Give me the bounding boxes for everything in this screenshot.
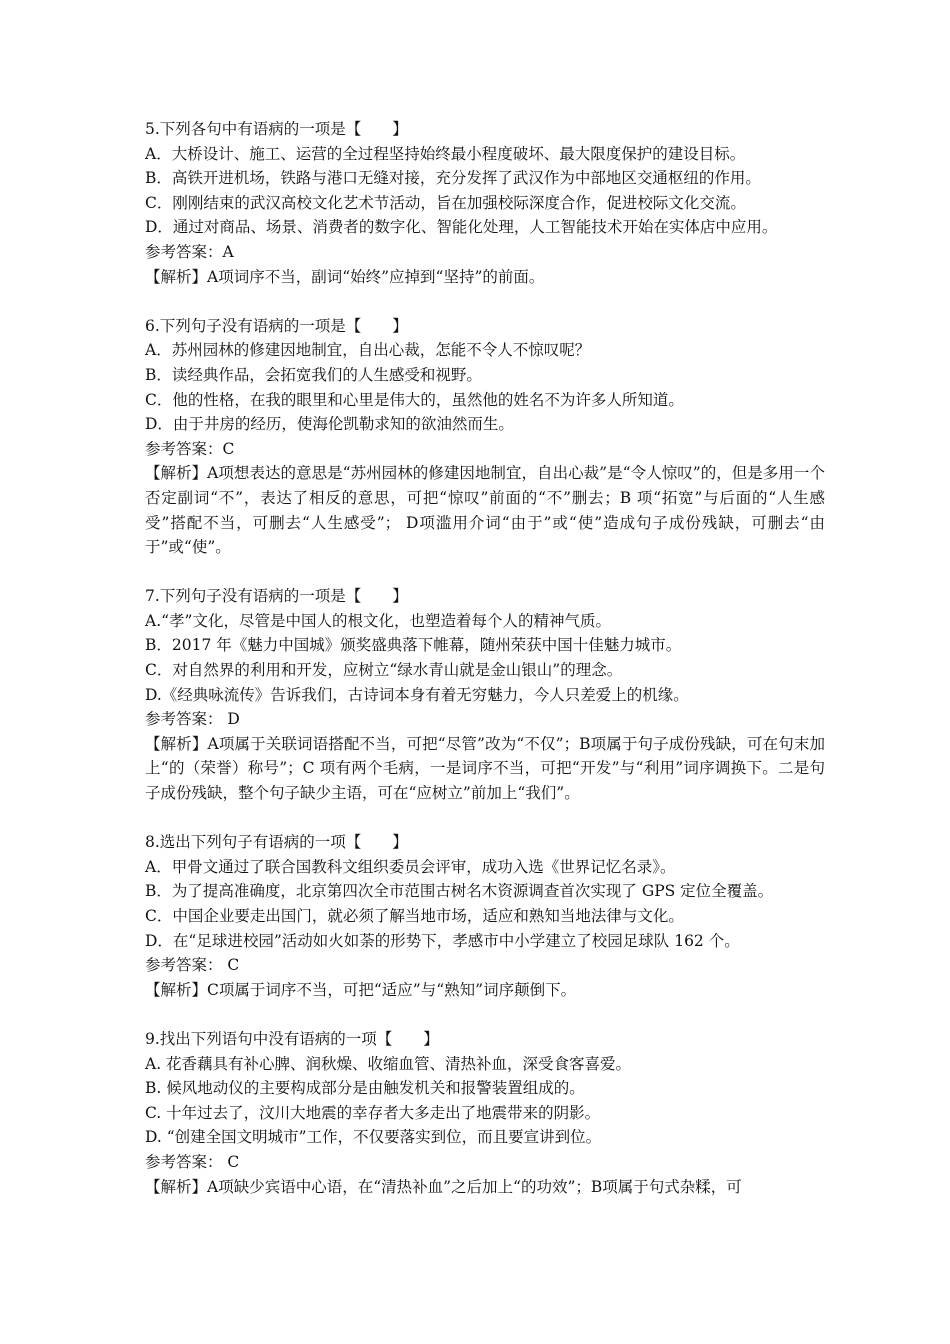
question-9 <box>145 1027 825 1199</box>
question-stem: 9.找出下列语句中没有语病的一项【 】 <box>145 1029 439 1048</box>
analysis-text: A项想表达的意思是“苏州园林的修建因地制宜，自出心裁”是“令人惊叹”的，但是多用一个否定副词“不”，表达了相反的意思，可把“惊叹”前面的“不”删去；B 项“拓宽”与后面的“人生感受”搭配不当，可删去“人生感受”； D项滥用介词“由于”或“使”造成句子成份残缺，可删去“由于”或“使”。 <box>145 464 825 557</box>
option-a: A.“孝”文化，尽管是中国人的根文化，也塑造着每个人的精神气质。 <box>145 611 611 630</box>
answer: 参考答案： C <box>145 1152 240 1171</box>
option-d: D.《经典咏流传》告诉我们，古诗词本身有着无穷魅力，今人只差爱上的机缘。 <box>145 685 689 704</box>
analysis-label: 【解析】 <box>145 734 208 753</box>
analysis-text: A项属于关联词语搭配不当，可把“尽管”改为“不仅”；B项属于句子成份残缺，可在句末加上“的（荣誉）称号”；C 项有两个毛病，一是词序不当，可把“开发”与“利用”词序调换下。二是句子成份残缺，整个句子缺少主语，可在“应树立”前加上“我们”。 <box>145 734 825 803</box>
analysis <box>145 978 825 1003</box>
option-d: D．在“足球进校园”活动如火如荼的形势下，孝感市中小学建立了校园足球队 162 个。 <box>145 931 740 950</box>
option-b: B．为了提高准确度，北京第四次全市范围古树名木资源调查首次实现了 GPS 定位全覆盖。 <box>145 882 774 901</box>
option-a: A. 花香藕具有补心脾、润秋燥、收缩血管、清热补血，深受食客喜爱。 <box>145 1054 632 1073</box>
option-c: C. 十年过去了，汶川大地震的幸存者大多走出了地震带来的阴影。 <box>145 1103 601 1122</box>
option-a: A．苏州园林的修建因地制宜，自出心裁，怎能不令人不惊叹呢？ <box>145 341 591 360</box>
analysis <box>145 732 825 806</box>
option-b: B．读经典作品，会拓宽我们的人生感受和视野。 <box>145 365 482 384</box>
question-stem: 7.下列句子没有语病的一项是【 】 <box>145 587 408 606</box>
analysis-label: 【解析】 <box>145 980 208 999</box>
analysis-label: 【解析】 <box>145 1177 208 1196</box>
option-b: B. 候风地动仪的主要构成部分是由触发机关和报警装置组成的。 <box>145 1079 585 1098</box>
option-c: C．中国企业要走出国门，就必须了解当地市场，适应和熟知当地法律与文化。 <box>145 907 684 925</box>
analysis <box>145 265 825 290</box>
option-c: C．刚刚结束的武汉高校文化艺术节活动，旨在加强校际深度合作，促进校际文化交流。 <box>145 193 746 212</box>
option-d: D．通过对商品、场景、消费者的数字化、智能化处理，人工智能技术开始在实体店中应用。 <box>145 218 778 237</box>
option-b: B．高铁开进机场，铁路与港口无缝对接，充分发挥了武汉作为中部地区交通枢纽的作用。 <box>145 169 761 188</box>
option-b: B．2017 年《魅力中国城》颁奖盛典落下帷幕，随州荣获中国十佳魅力城市。 <box>145 636 682 655</box>
option-a: A．大桥设计、施工、运营的全过程坚持始终最小程度破坏、最大限度保护的建设目标。 <box>145 144 746 163</box>
analysis-label: 【解析】 <box>145 267 208 286</box>
option-d: D. “创建全国文明城市”工作，不仅要落实到位，而且要宣讲到位。 <box>145 1128 602 1147</box>
question-5 <box>145 117 825 289</box>
option-d: D．由于井房的经历，使海伦凯勒求知的欲油然而生。 <box>145 415 514 434</box>
answer: 参考答案：A <box>145 242 234 261</box>
answer: 参考答案： C <box>145 956 240 975</box>
option-c: C．他的性格，在我的眼里和心里是伟大的，虽然他的姓名不为许多人所知道。 <box>145 390 684 409</box>
analysis-text: A项缺少宾语中心语，在“清热补血”之后加上“的功效”；B项属于句式杂糅，可 <box>207 1177 742 1196</box>
question-7 <box>145 584 825 805</box>
option-c: C．对自然界的利用和开发，应树立“绿水青山就是金山银山”的理念。 <box>145 661 623 680</box>
analysis <box>145 461 825 559</box>
analysis <box>145 1175 825 1200</box>
analysis-text: C项属于词序不当，可把“适应”与“熟知”词序颠倒下。 <box>207 980 577 999</box>
question-stem: 5.下列各句中有语病的一项是【 】 <box>145 120 408 138</box>
analysis-label: 【解析】 <box>145 464 208 483</box>
analysis-text: A项词序不当，副词“始终”应掉到“坚持”的前面。 <box>207 267 545 286</box>
option-a: A．甲骨文通过了联合国教科文组织委员会评审，成功入选《世界记忆名录》。 <box>145 857 676 876</box>
answer: 参考答案：C <box>145 439 235 458</box>
question-6 <box>145 314 825 560</box>
question-8 <box>145 830 825 1002</box>
question-stem: 6.下列句子没有语病的一项是【 】 <box>145 316 408 335</box>
document-page <box>145 117 825 1199</box>
question-stem: 8.选出下列句子有语病的一项【 】 <box>145 833 408 852</box>
answer: 参考答案： D <box>145 710 240 729</box>
